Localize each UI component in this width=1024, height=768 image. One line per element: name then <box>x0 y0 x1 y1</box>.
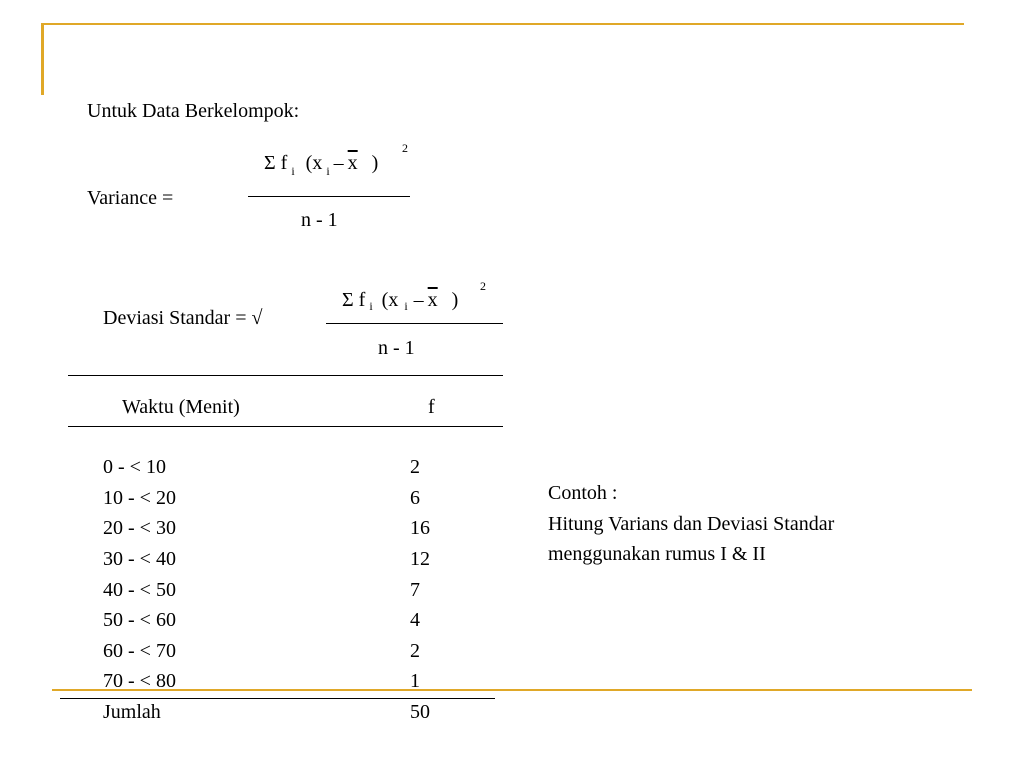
cell-frequency: 2 <box>410 640 420 662</box>
cell-interval: 10 - < 20 <box>103 487 176 509</box>
cell-interval: 20 - < 30 <box>103 517 176 539</box>
top-decor-line <box>41 23 964 25</box>
example-title: Contoh : <box>548 482 618 504</box>
table-top-rule <box>68 375 503 376</box>
example-line-1: Hitung Varians dan Deviasi Standar <box>548 513 835 535</box>
close-paren: ) <box>451 289 459 311</box>
cell-frequency: 16 <box>410 517 430 539</box>
minus-sign: – <box>333 152 344 174</box>
left-decor-bar <box>41 25 44 95</box>
cell-frequency: 2 <box>410 456 420 478</box>
deviasi-label: Deviasi Standar = √ <box>103 307 263 329</box>
cell-total-label: Jumlah <box>103 701 161 723</box>
cell-interval: 30 - < 40 <box>103 548 176 570</box>
subscript-i: i <box>291 164 295 178</box>
fraction-bar <box>326 323 503 324</box>
variance-numerator <box>264 151 378 177</box>
table-total-rule <box>60 698 495 699</box>
bottom-decor-line <box>52 689 972 691</box>
cell-frequency: 6 <box>410 487 420 509</box>
deviasi-numerator <box>342 288 458 314</box>
variance-denominator: n - 1 <box>301 209 338 231</box>
subscript-i: i <box>369 299 373 313</box>
paren-x: (x <box>381 289 399 311</box>
cell-frequency: 7 <box>410 579 420 601</box>
cell-interval: 40 - < 50 <box>103 579 176 601</box>
header-f: f <box>428 396 435 418</box>
deviasi-denominator: n - 1 <box>378 337 415 359</box>
table-header-rule <box>68 426 503 427</box>
paren-x: (x <box>305 152 323 174</box>
exponent-2: 2 <box>402 141 408 155</box>
cell-frequency: 1 <box>410 670 420 692</box>
minus-sign: – <box>413 289 424 311</box>
cell-interval: 60 - < 70 <box>103 640 176 662</box>
variance-label: Variance = <box>87 187 174 209</box>
subscript-i: i <box>404 299 408 313</box>
sigma-f: Σ f <box>342 289 366 311</box>
close-paren: ) <box>371 152 379 174</box>
cell-frequency: 12 <box>410 548 430 570</box>
cell-interval: 0 - < 10 <box>103 456 166 478</box>
fraction-bar <box>248 196 410 197</box>
subscript-i: i <box>326 164 330 178</box>
x-bar: $\overline{x}$ <box>347 152 358 174</box>
example-line-2: menggunakan rumus I & II <box>548 543 766 565</box>
exponent-2: 2 <box>480 279 486 293</box>
cell-interval: 70 - < 80 <box>103 670 176 692</box>
x-bar: $\overline{x}$ <box>427 289 438 311</box>
sigma-f: Σ f <box>264 152 288 174</box>
cell-frequency: 4 <box>410 609 420 631</box>
cell-interval: 50 - < 60 <box>103 609 176 631</box>
section-heading: Untuk Data Berkelompok: <box>87 100 300 122</box>
header-waktu: Waktu (Menit) <box>122 396 240 418</box>
cell-total-value: 50 <box>410 701 430 723</box>
